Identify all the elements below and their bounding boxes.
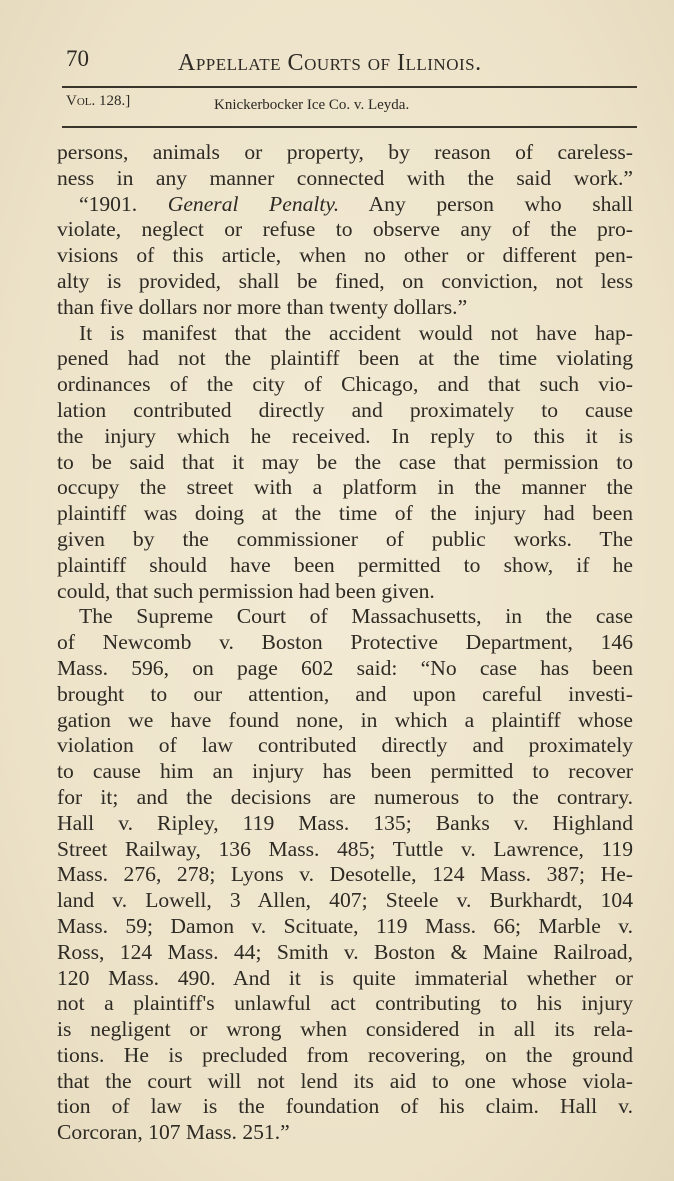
text-line: violation of law contributed directly and proximately [57, 733, 633, 758]
text-line: Hall v. Ripley, 119 Mass. 135; Banks v. Highland [57, 810, 633, 835]
header-rule-bottom [62, 126, 637, 128]
text-line: ordinances of the city of Chicago, and that such vio- [57, 372, 633, 397]
text-line: Mass. 59; Damon v. Scituate, 119 Mass. 66; Marble v. [57, 913, 633, 938]
text-line: is negligent or wrong when considered in all its rela- [57, 1017, 633, 1042]
text-span: “1901. [79, 191, 168, 216]
text-line: plaintiff should have been permitted to show, if he [57, 552, 633, 577]
header-rule-top [62, 86, 637, 88]
text-line: 120 Mass. 490. And it is quite immaterial whether or [57, 965, 633, 990]
text-line: occupy the street with a platform in the manner the [57, 475, 633, 500]
text-line: given by the commissioner of public works. The [57, 526, 633, 551]
text-line: not a plaintiff's unlawful act contributing to his injury [57, 991, 633, 1016]
text-line: lation contributed directly and proximately to cause [57, 397, 633, 422]
text-line: for it; and the decisions are numerous to the contrary. [57, 784, 633, 809]
text-line: The Supreme Court of Massachusetts, in the case [79, 604, 633, 629]
running-title: Appellate Courts of Illinois. [178, 50, 482, 76]
text-line: ness in any manner connected with the said work.” [57, 165, 633, 190]
text-line: pened had not the plaintiff been at the time violating [57, 346, 633, 371]
text-line: persons, animals or property, by reason of careless- [57, 140, 633, 164]
text-line: Mass. 276, 278; Lyons v. Desotelle, 124 Mass. 387; He- [57, 862, 633, 887]
text-line: alty is provided, shall be fined, on conviction, not less [57, 268, 633, 293]
text-line [57, 192, 633, 218]
text-line: Ross, 124 Mass. 44; Smith v. Boston & Maine Railroad, [57, 939, 633, 964]
text-line: gation we have found none, in which a plaintiff whose [57, 707, 633, 732]
text-line: Mass. 596, on page 602 said: “No case has been [57, 655, 633, 680]
text-line: land v. Lowell, 3 Allen, 407; Steele v. Burkhardt, 104 [57, 888, 633, 913]
body-text [57, 140, 633, 1146]
text-line: could, that such permission had been given. [57, 578, 435, 603]
text-line: It is manifest that the accident would not have hap- [79, 320, 633, 345]
text-line: to be said that it may be the case that permission to [57, 449, 633, 474]
italic-heading: General Penalty. [167, 191, 340, 216]
case-title: Knickerbocker Ice Co. v. Leyda. [214, 97, 410, 113]
text-line: tion of law is the foundation of his claim. Hall v. [57, 1094, 633, 1119]
text-line: of Newcomb v. Boston Protective Department, 146 [57, 630, 633, 655]
text-line: violate, neglect or refuse to observe any of the pro- [57, 217, 633, 242]
text-line: visions of this article, when no other or different pen- [57, 243, 633, 268]
text-line: Street Railway, 136 Mass. 485; Tuttle v. Lawrence, 119 [57, 836, 633, 861]
text-line: than five dollars nor more than twenty dollars.” [57, 294, 468, 319]
text-line: that the court will not lend its aid to one whose viola- [57, 1068, 633, 1093]
text-line: tions. He is precluded from recovering, on the ground [57, 1042, 633, 1067]
text-line: brought to our attention, and upon careful investi- [57, 681, 633, 706]
text-line: plaintiff was doing at the time of the injury had been [57, 501, 633, 526]
volume-label: Vol. 128.] [66, 93, 131, 109]
page-number: 70 [66, 46, 89, 71]
text-line: to cause him an injury has been permitted to recover [57, 759, 633, 784]
text-line: the injury which he received. In reply to this it is [57, 423, 633, 448]
text-line: Corcoran, 107 Mass. 251.” [57, 1120, 290, 1145]
text-span: Any person who shall [339, 191, 633, 216]
